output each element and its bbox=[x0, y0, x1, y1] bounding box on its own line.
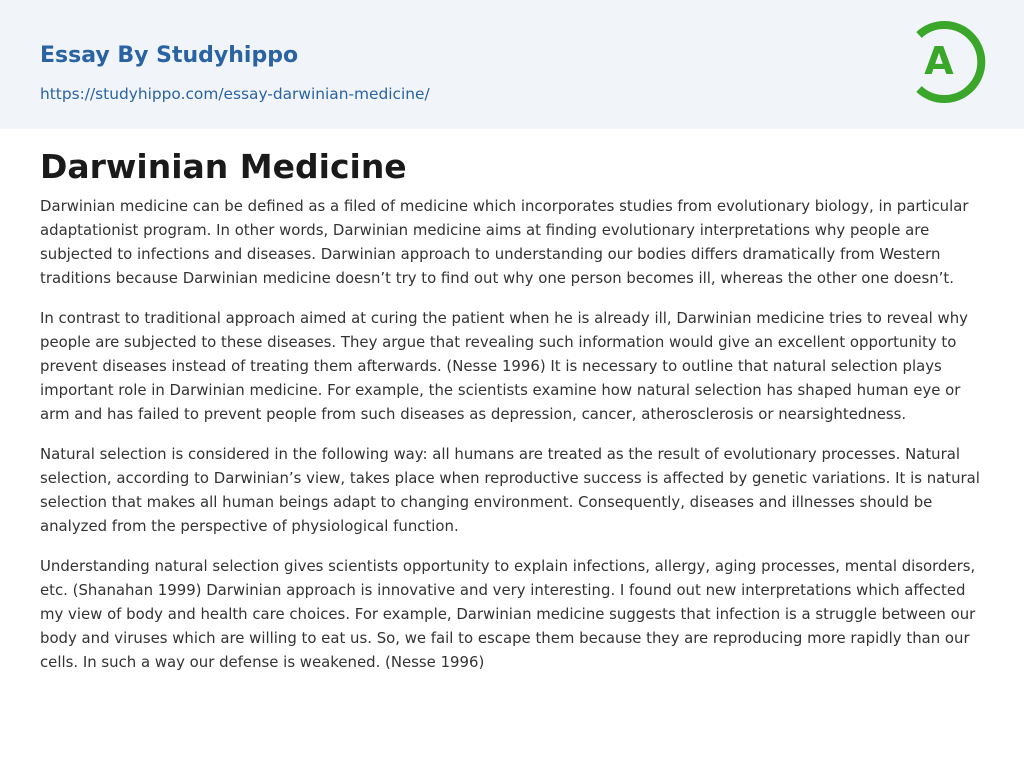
studyhippo-logo-icon[interactable] bbox=[903, 17, 989, 107]
essay-url-link[interactable]: https://studyhippo.com/essay-darwinian-medicine/ bbox=[40, 85, 430, 103]
essay-paragraph-3: Natural selection is considered in the following way: all humans are treated as the result of evolutionary processes. Natural selection, according to Darwinian’s view, takes place when reproductive success is affected by genetic variations. It is natural selection that makes all human beings adapt to changing environment. Consequently, diseases and illnesses should be analyzed from the perspective of physiological function. bbox=[40, 445, 980, 535]
brand-title[interactable]: Essay By Studyhippo bbox=[40, 43, 299, 68]
page-title: Darwinian Medicine bbox=[40, 147, 407, 186]
essay-paragraph-4: Understanding natural selection gives scientists opportunity to explain infections, allergy, aging processes, mental disorders, etc. (Shanahan 1999) Darwinian approach is innovative and very interesting. I found out new interpretations which affected my view of body and health care choices. For example, Darwinian medicine suggests that infection is a struggle between our body and viruses which are willing to eat us. So, we fail to escape them because they are reproducing more rapidly than our cells. In such a way our defense is weakened. (Nesse 1996) bbox=[40, 557, 976, 671]
logo-letter: A bbox=[924, 39, 954, 83]
essay-content bbox=[40, 143, 990, 690]
essay-paragraph-1: Darwinian medicine can be defined as a filed of medicine which incorporates studies from evolutionary biology, in particular adaptationist program. In other words, Darwinian medicine aims at finding evolutionary interpretations why people are subjected to infections and diseases. Darwinian approach to understanding our bodies differs dramatically from Western traditions because Darwinian medicine doesn’t try to find out why one person becomes ill, whereas the other one doesn’t. bbox=[40, 197, 969, 287]
site-header bbox=[0, 0, 1024, 129]
essay-paragraph-2: In contrast to traditional approach aimed at curing the patient when he is already ill, Darwinian medicine tries to reveal why people are subjected to these diseases. They argue that revealing such information would give an excellent opportunity to prevent diseases instead of treating them afterwards. (Nesse 1996) It is necessary to outline that natural selection plays important role in Darwinian medicine. For example, the scientists examine how natural selection has shaped human eye or arm and has failed to prevent people from such diseases as depression, cancer, atherosclerosis or nearsightedness. bbox=[40, 309, 968, 423]
